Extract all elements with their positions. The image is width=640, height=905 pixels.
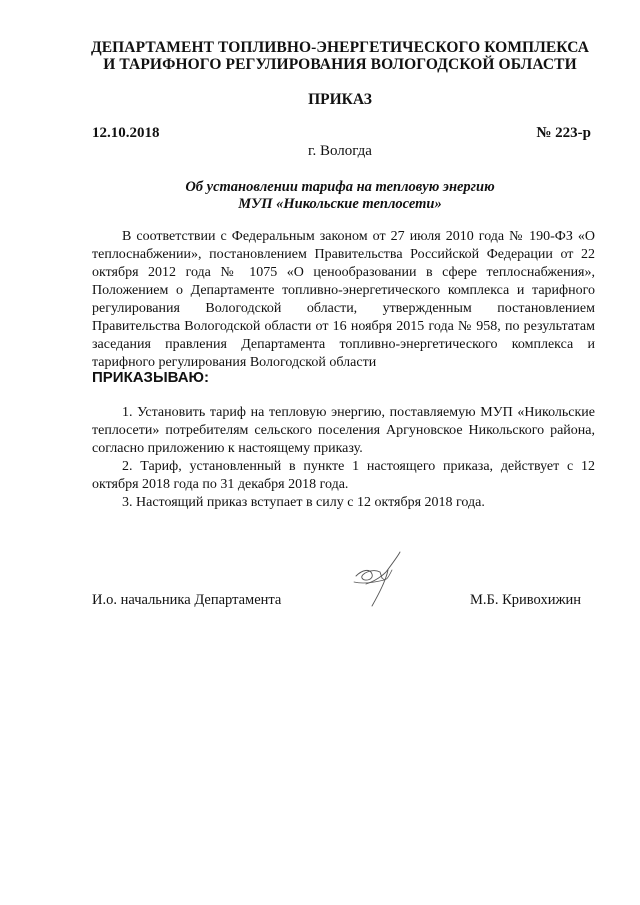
document-date: 12.10.2018 — [92, 125, 160, 141]
department-name-line1: ДЕПАРТАМЕНТ ТОПЛИВНО-ЭНЕРГЕТИЧЕСКОГО КОМПЛЕКСА — [90, 39, 590, 56]
order-item-2: 2. Тариф, установленный в пункте 1 настоящего приказа, действует с 12 октября 2018 года по 31 декабря 2018 года. — [92, 459, 595, 492]
subject-line1: Об установлении тарифа на тепловую энергию — [185, 179, 495, 195]
order-word: ПРИКАЗЫВАЮ: — [92, 369, 210, 386]
signer-position: И.о. начальника Департамента — [92, 592, 282, 608]
order-item-3: 3. Настоящий приказ вступает в силу с 12 октября 2018 года. — [122, 495, 485, 510]
signer-name: М.Б. Кривохижин — [470, 592, 581, 608]
document-number: № 223-р — [536, 125, 591, 141]
document-city: г. Вологда — [308, 143, 372, 159]
order-item-1: 1. Установить тариф на тепловую энергию, поставляемую МУП «Никольские теплосети» потребителям сельского поселения Аргуновское Никольского района, согласно приложению к настоящему приказу. — [92, 405, 595, 456]
department-name-line2: И ТАРИФНОГО РЕГУЛИРОВАНИЯ ВОЛОГОДСКОЙ ОБЛАСТИ — [103, 56, 577, 73]
handwritten-signature — [342, 548, 412, 610]
document-type: ПРИКАЗ — [308, 91, 372, 108]
subject-line2: МУП «Никольские теплосети» — [238, 196, 442, 212]
preamble-paragraph: В соответствии с Федеральным законом от 27 июля 2010 года № 190-ФЗ «О теплоснабжении», постановлением Правительства Российской Федерации от 22 октября 2012 года № 1075 «О ценообразовании в сфере теплоснабжения», Положением о Департаменте топливно-энергетического комплекса и тарифного регулирования Вологодской области, утвержденным постановлением Правительства Вологодской области от 16 ноября 2015 года № 958, по результатам заседания правления Департамента топливно-энергетического комплекса и тарифного регулирования Вологодской области — [92, 229, 595, 370]
